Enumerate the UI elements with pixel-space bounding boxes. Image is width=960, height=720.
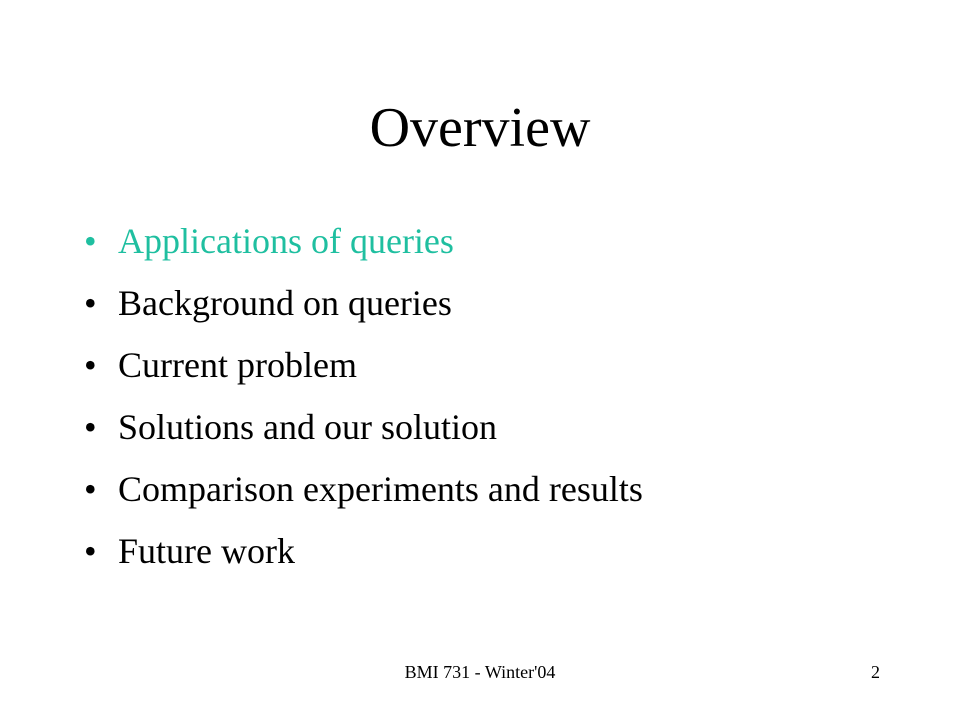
bullet-icon: •: [84, 469, 97, 509]
bullet-item-future-work: [84, 520, 643, 582]
bullet-text: Future work: [118, 531, 295, 571]
bullet-item-background: [84, 272, 643, 334]
bullet-icon: •: [84, 345, 97, 385]
bullet-text: Applications of queries: [118, 221, 454, 261]
bullet-icon: •: [84, 221, 97, 261]
bullet-icon: •: [84, 407, 97, 447]
bullet-list: [84, 210, 643, 582]
bullet-text: Current problem: [118, 345, 357, 385]
slide-title: Overview: [369, 97, 591, 159]
page-number: 2: [871, 662, 880, 682]
bullet-item-current-problem: [84, 334, 643, 396]
bullet-icon: •: [84, 531, 97, 571]
bullet-item-solutions: [84, 396, 643, 458]
footer-course-label: BMI 731 - Winter'04: [404, 662, 556, 682]
bullet-item-comparison: [84, 458, 643, 520]
bullet-text: Solutions and our solution: [118, 407, 498, 447]
bullet-text: Comparison experiments and results: [118, 469, 643, 509]
bullet-item-applications: [84, 210, 643, 272]
bullet-icon: •: [84, 283, 97, 323]
bullet-text: Background on queries: [118, 283, 452, 323]
